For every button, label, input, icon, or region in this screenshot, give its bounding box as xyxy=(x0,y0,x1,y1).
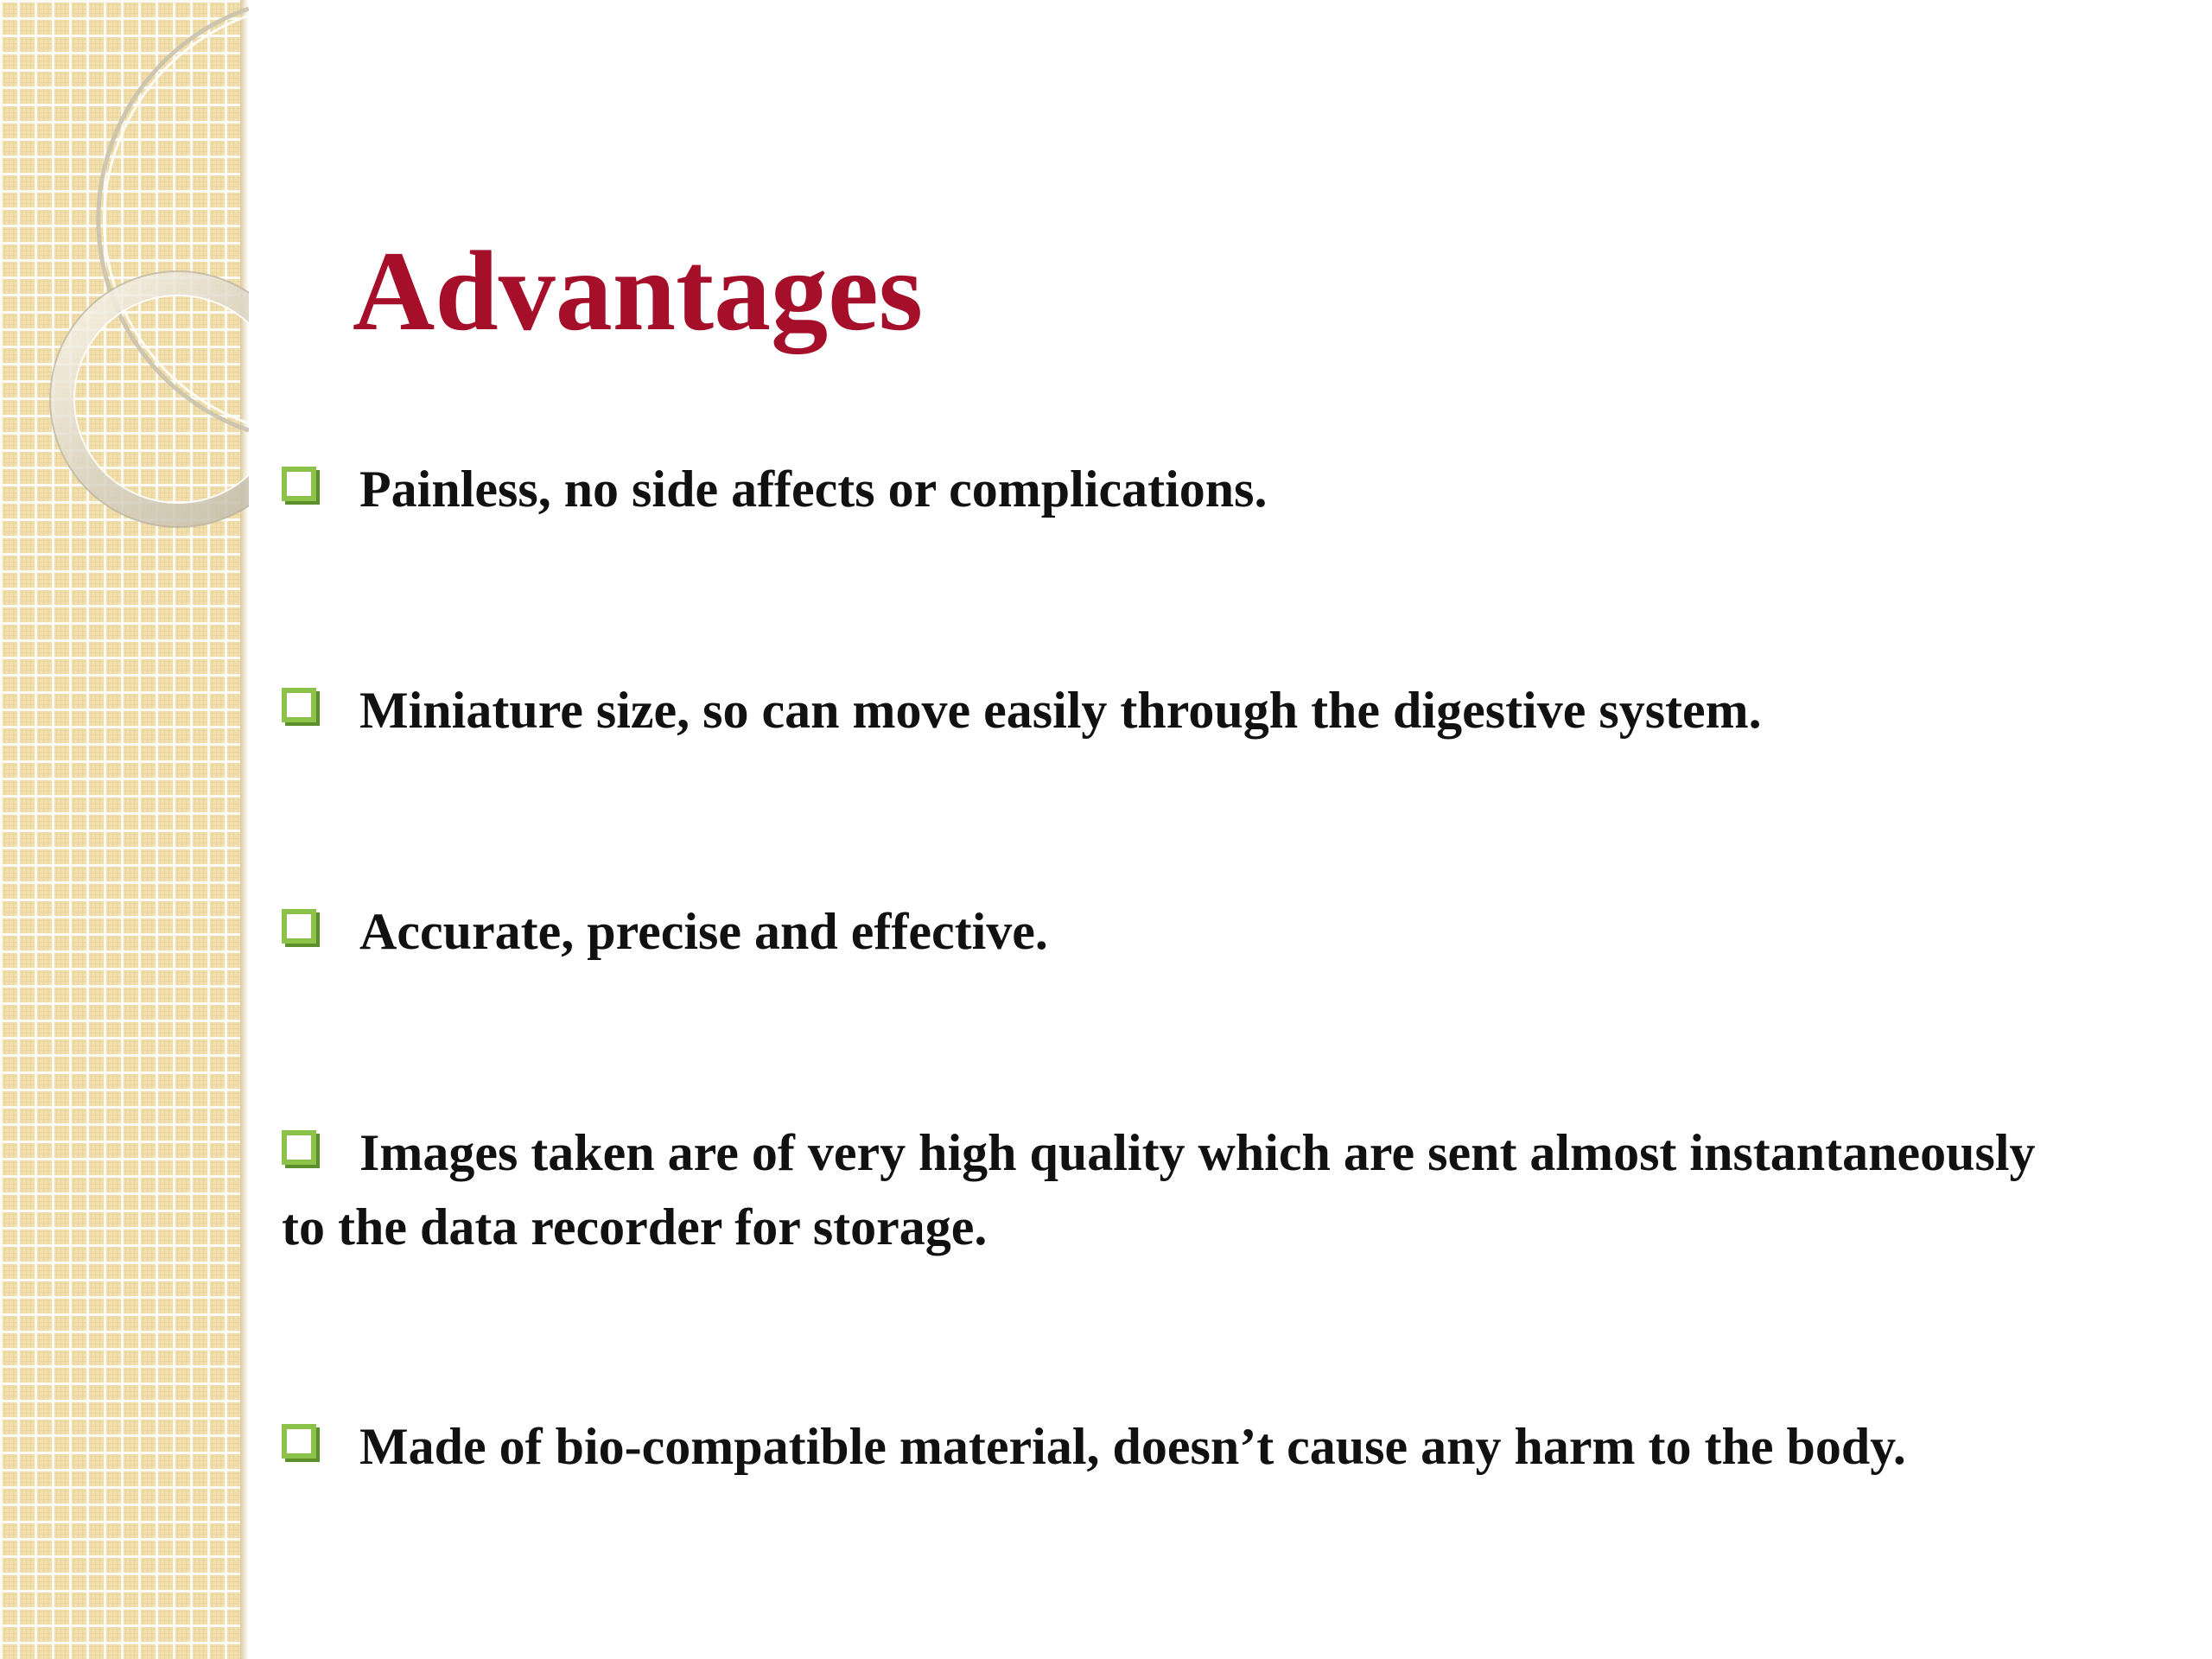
checkbox-square-icon xyxy=(282,1424,316,1459)
bullet-item xyxy=(282,894,2079,969)
bullet-item xyxy=(282,1116,2079,1264)
bullet-text: Painless, no side affects or complications. xyxy=(359,461,1268,518)
checkbox-square-icon xyxy=(282,1130,316,1165)
bullet-text: Accurate, precise and effective. xyxy=(359,903,1048,960)
bullet-text: Miniature size, so can move easily through the digestive system. xyxy=(359,682,1762,739)
decorative-rings xyxy=(0,0,249,553)
checkbox-square-icon xyxy=(282,467,316,501)
bullet-text: Made of bio-compatible material, doesn’t cause any harm to the body. xyxy=(359,1418,1906,1475)
bullet-item xyxy=(282,452,2079,526)
slide-title: Advantages xyxy=(353,227,924,354)
bullet-item xyxy=(282,673,2079,747)
bullet-text: Images taken are of very high quality which are sent almost instantaneously to the data recorder for storage. xyxy=(282,1124,2036,1255)
bullet-item xyxy=(282,1409,2079,1484)
checkbox-square-icon xyxy=(282,909,316,944)
checkbox-square-icon xyxy=(282,688,316,722)
